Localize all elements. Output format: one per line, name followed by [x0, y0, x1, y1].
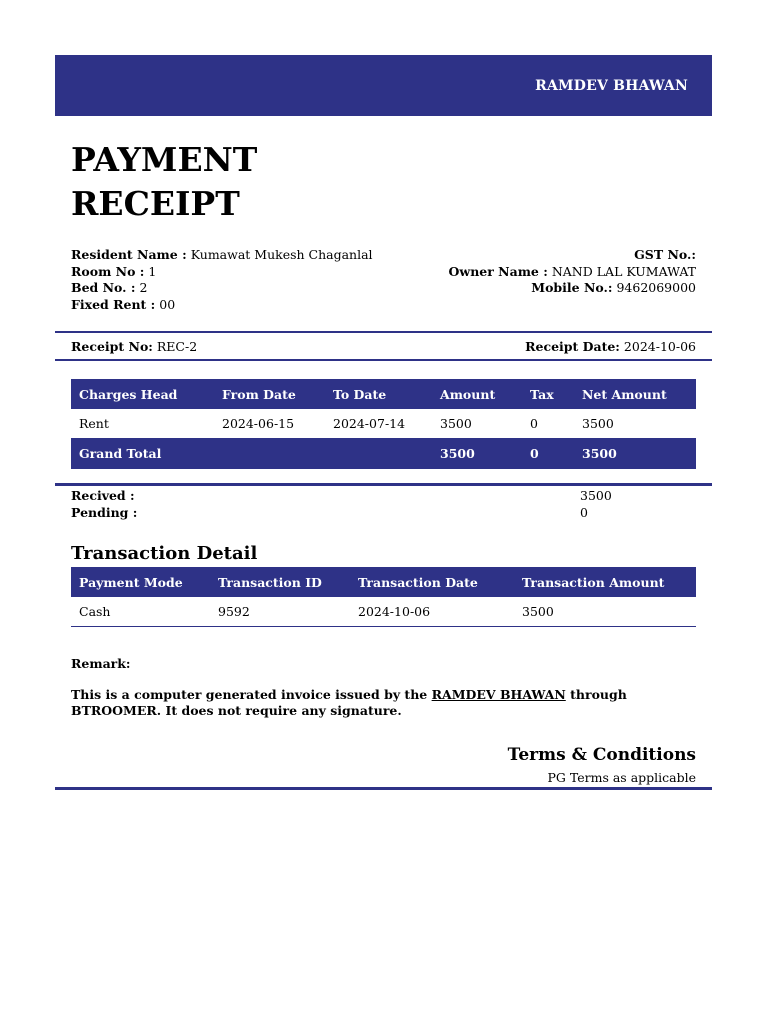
- received-label: Recived :: [71, 488, 135, 503]
- owner-info: [449, 247, 696, 313]
- charges-header-cell: From Date: [222, 386, 296, 402]
- table-cell: Rent: [79, 416, 109, 431]
- mobile-value: 9462069000: [616, 280, 696, 295]
- note-business-name: RAMDEV BHAWAN: [431, 686, 566, 702]
- title-line-2: RECEIPT: [71, 184, 240, 223]
- charges-table: [71, 379, 696, 469]
- transaction-table: [71, 567, 696, 627]
- owner-row: [449, 264, 696, 281]
- bottom-divider: [55, 787, 712, 790]
- room-value: 1: [148, 263, 157, 279]
- bed-label: Bed No. :: [71, 280, 136, 295]
- transaction-header-cell: Transaction Amount: [522, 574, 665, 590]
- table-row: [71, 597, 696, 626]
- rent-row: [71, 297, 373, 314]
- header-band: [55, 55, 712, 116]
- receipt-bar: [55, 331, 712, 361]
- table-cell: Cash: [79, 603, 111, 619]
- receipt-date-value: 2024-10-06: [623, 338, 696, 354]
- note-prefix: This is a computer generated invoice issued by the: [71, 686, 432, 702]
- receipt-date-label: Receipt Date:: [525, 338, 620, 354]
- receipt-date: [525, 339, 696, 354]
- gst-label: GST No.:: [634, 247, 696, 262]
- table-cell: 2024-10-06: [358, 603, 431, 619]
- note-suffix: through BTROOMER. It does not require any signature.: [71, 686, 627, 718]
- table-cell: 2024-07-14: [333, 416, 406, 431]
- charges-header-cell: Tax: [530, 386, 554, 402]
- divider: [55, 483, 712, 486]
- room-row: [71, 264, 373, 281]
- receipt-no-label: Receipt No:: [71, 338, 153, 354]
- owner-label: Owner Name :: [448, 263, 548, 279]
- table-cell: 3500: [522, 603, 554, 619]
- pending-label: Pending :: [71, 504, 138, 520]
- table-cell: 3500: [582, 416, 614, 431]
- room-label: Room No :: [71, 263, 145, 279]
- page-title: [71, 138, 712, 226]
- resident-name-row: [71, 247, 373, 264]
- rent-value: 00: [159, 296, 176, 312]
- table-cell: 0: [530, 416, 538, 431]
- charges-header-cell: Amount: [440, 386, 496, 402]
- resident-name-label: Resident Name :: [71, 247, 187, 262]
- resident-name: Kumawat Mukesh Chaganlal: [190, 247, 373, 262]
- bed-row: [71, 280, 373, 297]
- table-cell: 3500: [440, 416, 472, 431]
- grand-total-row: [71, 438, 696, 469]
- transaction-header-cell: Transaction Date: [358, 574, 478, 590]
- bed-value: 2: [139, 280, 148, 295]
- remark-label: Remark:: [71, 655, 131, 671]
- table-cell: 9592: [218, 603, 250, 619]
- grand-total-amount: 3500: [440, 446, 475, 461]
- info-section: [71, 247, 696, 313]
- summary-values: [580, 488, 612, 521]
- charges-header-row: [71, 379, 696, 409]
- received-value: 3500: [580, 488, 612, 503]
- pending-value: 0: [580, 504, 588, 520]
- receipt-no-value: REC-2: [156, 338, 198, 354]
- disclaimer-note: [71, 687, 696, 720]
- charges-header-cell: Charges Head: [79, 386, 178, 402]
- rent-label: Fixed Rent :: [71, 296, 156, 312]
- mobile-row: [449, 280, 696, 297]
- business-name: RAMDEV BHAWAN: [535, 77, 688, 94]
- title-line-1: PAYMENT: [71, 140, 258, 179]
- transaction-title: Transaction Detail: [71, 543, 258, 564]
- transaction-header-cell: Payment Mode: [79, 574, 183, 590]
- owner-name: NAND LAL KUMAWAT: [551, 263, 696, 279]
- mobile-label: Mobile No.:: [531, 280, 613, 295]
- transaction-header-row: [71, 567, 696, 597]
- receipt-page: [55, 55, 712, 790]
- receipt-no: [71, 339, 197, 354]
- charges-header-cell: To Date: [333, 386, 387, 402]
- charges-header-cell: Net Amount: [582, 386, 667, 402]
- transaction-header-cell: Transaction ID: [218, 574, 322, 590]
- table-row: [71, 409, 696, 438]
- gst-row: [449, 247, 696, 264]
- grand-total-tax: 0: [530, 446, 539, 461]
- resident-info: [71, 247, 373, 313]
- payment-summary: [71, 488, 696, 522]
- table-cell: 2024-06-15: [222, 416, 295, 431]
- grand-total-net: 3500: [582, 446, 617, 461]
- terms-title: Terms & Conditions: [507, 744, 696, 765]
- terms-text: PG Terms as applicable: [547, 769, 696, 785]
- grand-total-label: Grand Total: [79, 446, 162, 461]
